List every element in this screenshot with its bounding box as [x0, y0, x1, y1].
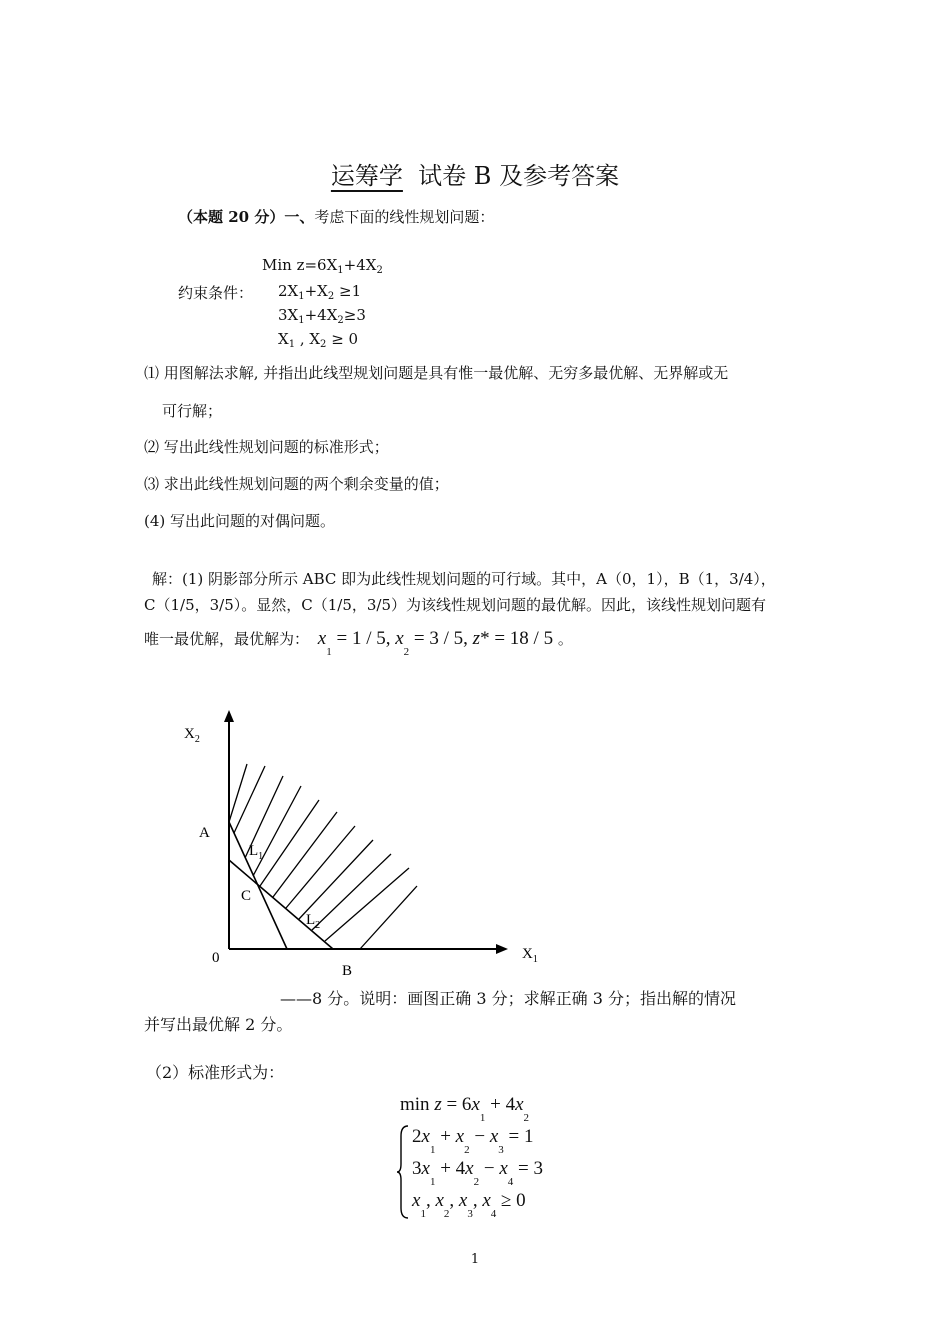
- constraint-label: 约束条件：: [178, 284, 254, 302]
- solution-line-3-end: 。: [557, 630, 573, 648]
- title-subject: 运筹学: [330, 162, 403, 190]
- line-l2-label: $L_2$: [306, 912, 321, 931]
- hatch-line: [360, 886, 417, 949]
- page-number: 1: [470, 1252, 480, 1267]
- part2-header: （2）标准形式为：: [146, 1063, 285, 1082]
- system-brace: [396, 1124, 410, 1220]
- solution-line-3: [144, 628, 573, 658]
- x-axis-label: $X_1$: [522, 946, 538, 965]
- point-c-label: C: [241, 888, 252, 904]
- hatch-line: [260, 800, 319, 886]
- standard-eq-2: $3x_1 + 4x_2 - x_4 = 3$: [412, 1158, 543, 1188]
- solution-line-1: 解：(1) 阴影部分所示 ABC 即为此线性规划问题的可行域。其中，A（0，1），B（1，3/4），: [152, 570, 776, 588]
- point-b-label: B: [342, 963, 353, 979]
- objective-function: [262, 256, 383, 276]
- scoring-line-1: ——8 分。说明：画图正确 3 分；求解正确 3 分；指出解的情况: [280, 989, 736, 1008]
- hatch-line: [273, 812, 337, 897]
- line-l1-label: $L_1$: [249, 843, 264, 862]
- x-axis-arrow: [496, 944, 508, 954]
- objective-text: Min $z=6X_1+4X_2$: [262, 256, 383, 276]
- point-a-label: A: [199, 825, 210, 841]
- y-axis-arrow: [224, 710, 234, 722]
- standard-eq-1: $2x_1 + x_2 - x_3 = 1$: [412, 1126, 534, 1156]
- question-header: [178, 206, 494, 227]
- constraint-2: $3X_1+4X_2\ge 3$: [278, 306, 366, 326]
- optimal-solution: $x_1 = 1 / 5$, $x_2 = 3 / 5$, z* = 18 / 5: [317, 628, 554, 658]
- item-4: (4) 写出此问题的对偶问题。: [144, 512, 336, 530]
- constraint-1: $2X_1+X_2 \ge 1$: [278, 282, 362, 302]
- scoring-line-2: 并写出最优解 2 分。: [144, 1015, 293, 1034]
- item-2: ⑵ 写出此线性规划问题的标准形式；: [144, 438, 389, 456]
- title-rest: 试卷 B 及参考答案: [418, 162, 620, 190]
- page-title: [0, 156, 950, 191]
- question-score: （本题 20 分）一、: [178, 208, 315, 226]
- item-1: ⑴ 用图解法求解, 并指出此线型规划问题是具有惟一最优解、无穷多最优解、无界解或无: [144, 364, 729, 382]
- constraint-3: $X_1$ , $X_2 \ge 0$: [278, 330, 359, 350]
- solution-line-3-text: 唯一最优解，最优解为：: [144, 630, 310, 648]
- origin-label: 0: [212, 950, 220, 966]
- brace-path: [397, 1126, 408, 1218]
- item-1-cont: 可行解；: [162, 402, 223, 420]
- feasible-region-graph: [170, 700, 550, 990]
- item-3: ⑶ 求出此线性规划问题的两个剩余变量的值；: [144, 475, 449, 493]
- standard-objective: $\min z = 6x_1 + 4x_2$: [400, 1094, 530, 1124]
- standard-eq-3: $x_1$, $x_2$, $x_3$, $x_4 \ge 0$: [412, 1190, 526, 1220]
- question-intro: 考虑下面的线性规划问题：: [314, 208, 495, 226]
- hatch-line: [253, 786, 301, 876]
- hatch-line: [234, 766, 265, 833]
- solution-line-2: C（1/5，3/5）。显然，C（1/5，3/5）为该线性规划问题的最优解。因此，该线性规划问题有: [144, 596, 767, 614]
- y-axis-label: $X_2$: [184, 726, 200, 745]
- hatch-line: [229, 764, 247, 822]
